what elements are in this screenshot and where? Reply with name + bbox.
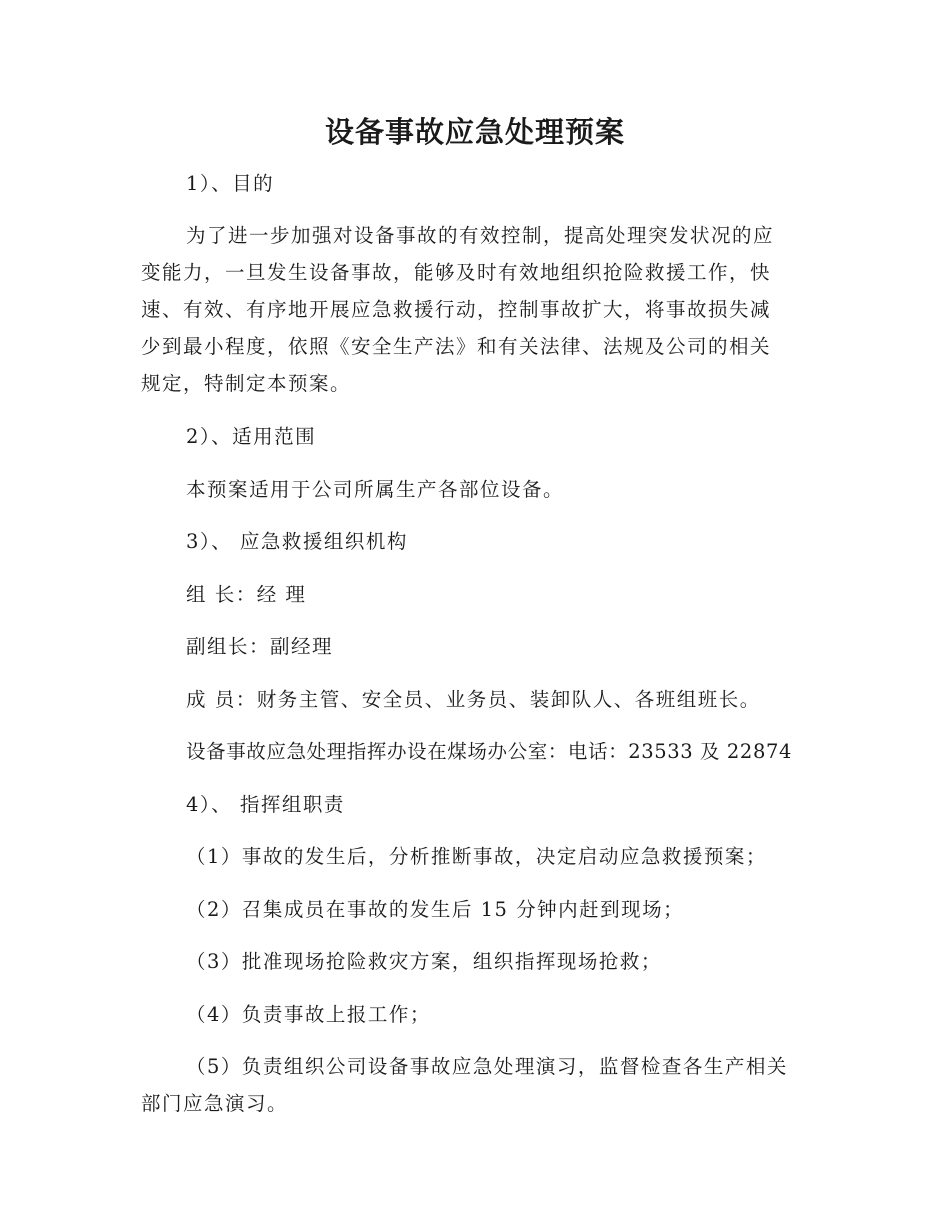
document-title: 设备事故应急处理预案 [324,115,625,149]
command-office-line: 设备事故应急处理指挥办设在煤场办公室：电话：23533 及 22874 [186,740,792,763]
section-1-paragraph [141,217,811,402]
paragraph-line: 部门应急演习。 [141,1092,289,1115]
members-line: 成 员：财务主管、安全员、业务员、装卸队人、各班组班长。 [186,688,761,711]
duty-item-3: （3）批准现场抢险救灾方案，组织指挥现场抢救； [186,950,662,973]
paragraph-line: 速、有效、有序地开展应急救援行动，控制事故扩大，将事故损失减 [141,298,772,321]
deputy-leader-line: 副组长：副经理 [186,635,334,658]
section-2-paragraph: 本预案适用于公司所属生产各部位设备。 [186,478,565,501]
duty-item-4: （4）负责事故上报工作； [186,1003,431,1026]
section-2-heading: 2）、适用范围 [186,425,317,448]
section-3-heading: 3）、 应急救援组织机构 [186,530,408,553]
section-1-heading: 1）、目的 [186,172,275,195]
paragraph-line: 为了进一步加强对设备事故的有效控制，提高处理突发状况的应 [186,224,775,247]
duty-item-5 [141,1048,811,1122]
section-4-heading: 4）、 指挥组职责 [186,793,345,816]
duty-item-2: （2）召集成员在事故的发生后 15 分钟内赶到现场； [186,898,685,921]
duty-item-1: （1）事故的发生后，分析推断事故，决定启动应急救援预案； [186,845,767,868]
paragraph-line: （5）负责组织公司设备事故应急处理演习，监督检查各生产相关 [186,1055,788,1078]
paragraph-line: 变能力，一旦发生设备事故，能够及时有效地组织抢险救援工作，快 [141,261,772,284]
paragraph-line: 少到最小程度，依照《安全生产法》和有关法律、法规及公司的相关 [141,335,772,358]
leader-line: 组 长：经 理 [186,583,307,606]
paragraph-line: 规定，特制定本预案。 [141,372,352,395]
